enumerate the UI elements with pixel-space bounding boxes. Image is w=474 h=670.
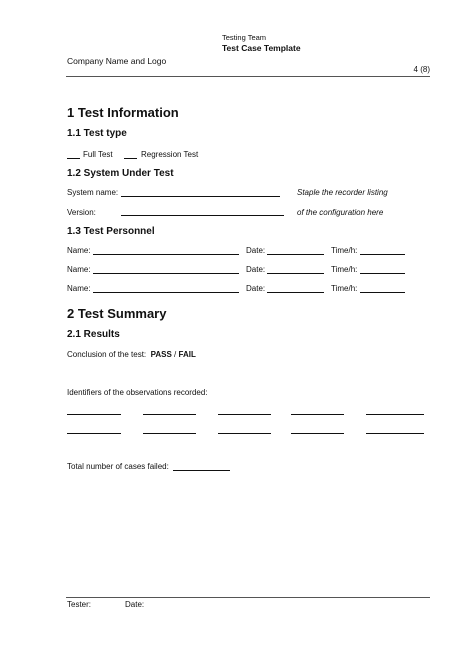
footer-divider — [66, 597, 430, 598]
personnel-date-label: Date: — [246, 265, 266, 274]
identifier-field[interactable] — [291, 433, 344, 434]
identifier-field[interactable] — [67, 414, 121, 415]
fail-option[interactable]: FAIL — [178, 350, 196, 359]
regression-test-check-line[interactable] — [124, 158, 137, 159]
personnel-time-label: Time/h: — [331, 265, 358, 274]
version-field[interactable] — [121, 215, 284, 216]
pass-option[interactable]: PASS — [150, 350, 172, 359]
test-personnel-heading: 1.3 Test Personnel — [67, 226, 155, 237]
system-name-label: System name: — [67, 188, 119, 197]
section-2-heading: 2 Test Summary — [67, 306, 167, 321]
version-label: Version: — [67, 208, 96, 217]
personnel-time-label: Time/h: — [331, 246, 358, 255]
system-under-test-heading: 1.2 System Under Test — [67, 168, 174, 179]
test-type-heading: 1.1 Test type — [67, 128, 127, 139]
system-name-field[interactable] — [121, 196, 280, 197]
identifier-field[interactable] — [218, 433, 271, 434]
personnel-time-field[interactable] — [360, 292, 405, 293]
identifier-field[interactable] — [218, 414, 271, 415]
results-heading: 2.1 Results — [67, 329, 120, 340]
header-title: Test Case Template — [222, 43, 301, 53]
personnel-time-field[interactable] — [360, 254, 405, 255]
failed-cases-field[interactable] — [173, 470, 230, 471]
staple-note-line-1: Staple the recorder listing — [297, 188, 388, 197]
identifier-field[interactable] — [366, 433, 424, 434]
header-team: Testing Team — [222, 33, 267, 42]
footer-date-label: Date: — [125, 600, 145, 609]
header-divider — [66, 76, 430, 77]
header-company: Company Name and Logo — [67, 56, 167, 66]
failed-cases-label: Total number of cases failed: — [67, 462, 169, 471]
personnel-time-label: Time/h: — [331, 284, 358, 293]
identifier-field[interactable] — [67, 433, 121, 434]
personnel-date-field[interactable] — [267, 292, 324, 293]
personnel-name-label: Name: — [67, 265, 91, 274]
personnel-date-field[interactable] — [267, 254, 324, 255]
full-test-check-line[interactable] — [67, 158, 80, 159]
personnel-date-field[interactable] — [267, 273, 324, 274]
personnel-name-field[interactable] — [93, 254, 239, 255]
personnel-date-label: Date: — [246, 284, 266, 293]
regression-test-label: Regression Test — [141, 150, 199, 159]
personnel-name-label: Name: — [67, 246, 91, 255]
personnel-time-field[interactable] — [360, 273, 405, 274]
identifier-field[interactable] — [143, 433, 196, 434]
header-page-number: 4 (8) — [413, 65, 430, 74]
section-1-heading: 1 Test Information — [67, 105, 179, 120]
personnel-name-field[interactable] — [93, 273, 239, 274]
personnel-date-label: Date: — [246, 246, 266, 255]
identifiers-label: Identifiers of the observations recorded: — [67, 388, 208, 397]
conclusion-line — [67, 350, 196, 359]
personnel-name-label: Name: — [67, 284, 91, 293]
tester-label: Tester: — [67, 600, 92, 609]
pass-fail-separator: / — [174, 350, 177, 359]
personnel-name-field[interactable] — [93, 292, 239, 293]
identifier-field[interactable] — [143, 414, 196, 415]
staple-note-line-2: of the configuration here — [297, 208, 384, 217]
identifier-field[interactable] — [366, 414, 424, 415]
full-test-label: Full Test — [83, 150, 113, 159]
identifier-field[interactable] — [291, 414, 344, 415]
conclusion-label: Conclusion of the test: — [67, 350, 147, 359]
